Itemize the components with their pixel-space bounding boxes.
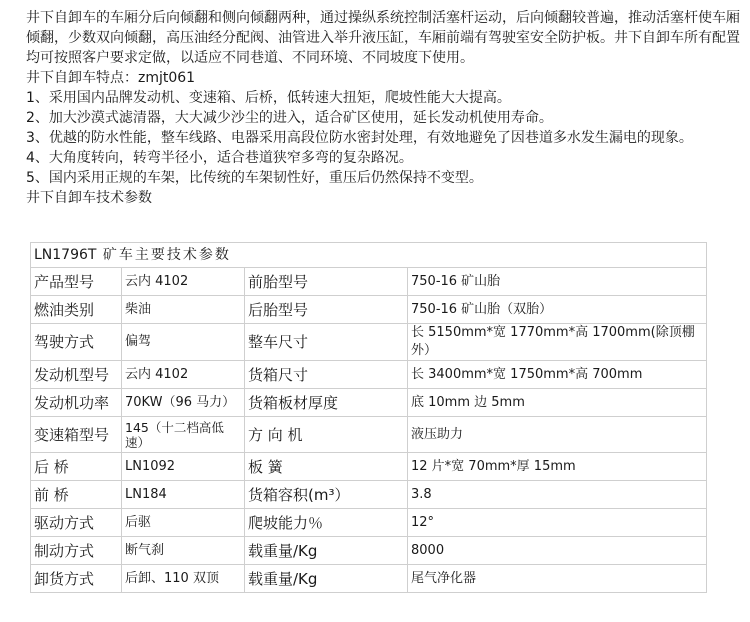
- spec-value: 70KW（96 马力）: [122, 389, 245, 417]
- spec-label: 变速箱型号: [31, 417, 122, 453]
- spec-label: 整车尺寸: [245, 324, 408, 361]
- table-row: [31, 417, 707, 453]
- feature-item: 4、大角度转向，转弯半径小，适合巷道狭窄多弯的复杂路况。: [26, 150, 413, 166]
- spec-value: 750-16 矿山胎（双胎）: [408, 296, 707, 324]
- spec-label: 驾驶方式: [31, 324, 122, 361]
- spec-label: 货箱板材厚度: [245, 389, 408, 417]
- table-row: [31, 509, 707, 537]
- spec-label: 货箱尺寸: [245, 361, 408, 389]
- spec-table-wrapper: [30, 242, 707, 593]
- spec-label: 货箱容积(m³）: [245, 481, 408, 509]
- spec-label: 发动机型号: [31, 361, 122, 389]
- intro-paragraph: 井下自卸车的车厢分后向倾翻和侧向倾翻两种，通过操纵系统控制活塞杆运动，后向倾翻较普遍，推动活塞杆使车厢倾翻，少数双向倾翻，高压油经分配阀、油管进入举升液压缸，车厢前端有驾驶室安全防护板。井下自卸车所有配置均可按照客户要求定做，以适应不同巷道、不同环境、不同坡度下使用。: [26, 10, 740, 66]
- spec-label: 爬坡能力％: [245, 509, 408, 537]
- spec-value: 8000: [408, 537, 707, 565]
- spec-value: 长 5150mm*宽 1770mm*高 1700mm(除顶棚外）: [408, 324, 707, 361]
- spec-value: 后驱: [122, 509, 245, 537]
- spec-value: 长 3400mm*宽 1750mm*高 700mm: [408, 361, 707, 389]
- table-model: LN1796T: [34, 247, 97, 263]
- feature-item: 5、国内采用正规的车架，比传统的车架韧性好，重压后仍然保持不变型。: [26, 170, 483, 186]
- feature-item: 1、采用国内品牌发动机、变速箱、后桥，低转速大扭矩，爬坡性能大大提高。: [26, 90, 511, 106]
- spec-value: 偏驾: [122, 324, 245, 361]
- spec-value: 145（十二档高低速）: [122, 417, 245, 453]
- spec-label: 驱动方式: [31, 509, 122, 537]
- spec-value: LN1092: [122, 453, 245, 481]
- spec-value: 柴油: [122, 296, 245, 324]
- spec-label: 产品型号: [31, 268, 122, 296]
- spec-label: 载重量/Kg: [245, 537, 408, 565]
- table-row: [31, 324, 707, 361]
- spec-value: 云内 4102: [122, 268, 245, 296]
- spec-value: 后卸、110 双顶: [122, 565, 245, 593]
- spec-table: [30, 242, 707, 593]
- table-title-row: [31, 243, 707, 268]
- spec-label: 板 簧: [245, 453, 408, 481]
- params-title: 井下自卸车技术参数: [26, 190, 152, 206]
- spec-value: 底 10mm 边 5mm: [408, 389, 707, 417]
- spec-value: 尾气净化器: [408, 565, 707, 593]
- spec-value: 云内 4102: [122, 361, 245, 389]
- spec-label: 方 向 机: [245, 417, 408, 453]
- spec-label: 载重量/Kg: [245, 565, 408, 593]
- spec-value: 断气刹: [122, 537, 245, 565]
- intro-text: [26, 8, 744, 208]
- table-row: [31, 268, 707, 296]
- table-row: [31, 481, 707, 509]
- table-row: [31, 537, 707, 565]
- spec-label: 后胎型号: [245, 296, 408, 324]
- spec-value: 12 片*宽 70mm*厚 15mm: [408, 453, 707, 481]
- spec-value: 液压助力: [408, 417, 707, 453]
- table-row: [31, 565, 707, 593]
- spec-value: 750-16 矿山胎: [408, 268, 707, 296]
- spec-label: 前 桥: [31, 481, 122, 509]
- spec-label: 后 桥: [31, 453, 122, 481]
- feature-item: 3、优越的防水性能，整车线路、电器采用高段位防水密封处理，有效地避免了因巷道多水发生漏电的现象。: [26, 130, 693, 146]
- spec-label: 前胎型号: [245, 268, 408, 296]
- spec-label: 发动机功率: [31, 389, 122, 417]
- table-row: [31, 389, 707, 417]
- feature-item: 2、加大沙漠式滤清器，大大减少沙尘的进入，适合矿区使用，延长发动机使用寿命。: [26, 110, 553, 126]
- spec-value: LN184: [122, 481, 245, 509]
- spec-label: 燃油类别: [31, 296, 122, 324]
- spec-value: 3.8: [408, 481, 707, 509]
- table-row: [31, 453, 707, 481]
- spec-label: 制动方式: [31, 537, 122, 565]
- features-title: 井下自卸车特点：zmjt061: [26, 70, 196, 86]
- table-row: [31, 296, 707, 324]
- table-row: [31, 361, 707, 389]
- table-title: [31, 243, 707, 268]
- spec-value: 12°: [408, 509, 707, 537]
- table-title-text: 矿车主要技术参数: [102, 247, 231, 263]
- spec-label: 卸货方式: [31, 565, 122, 593]
